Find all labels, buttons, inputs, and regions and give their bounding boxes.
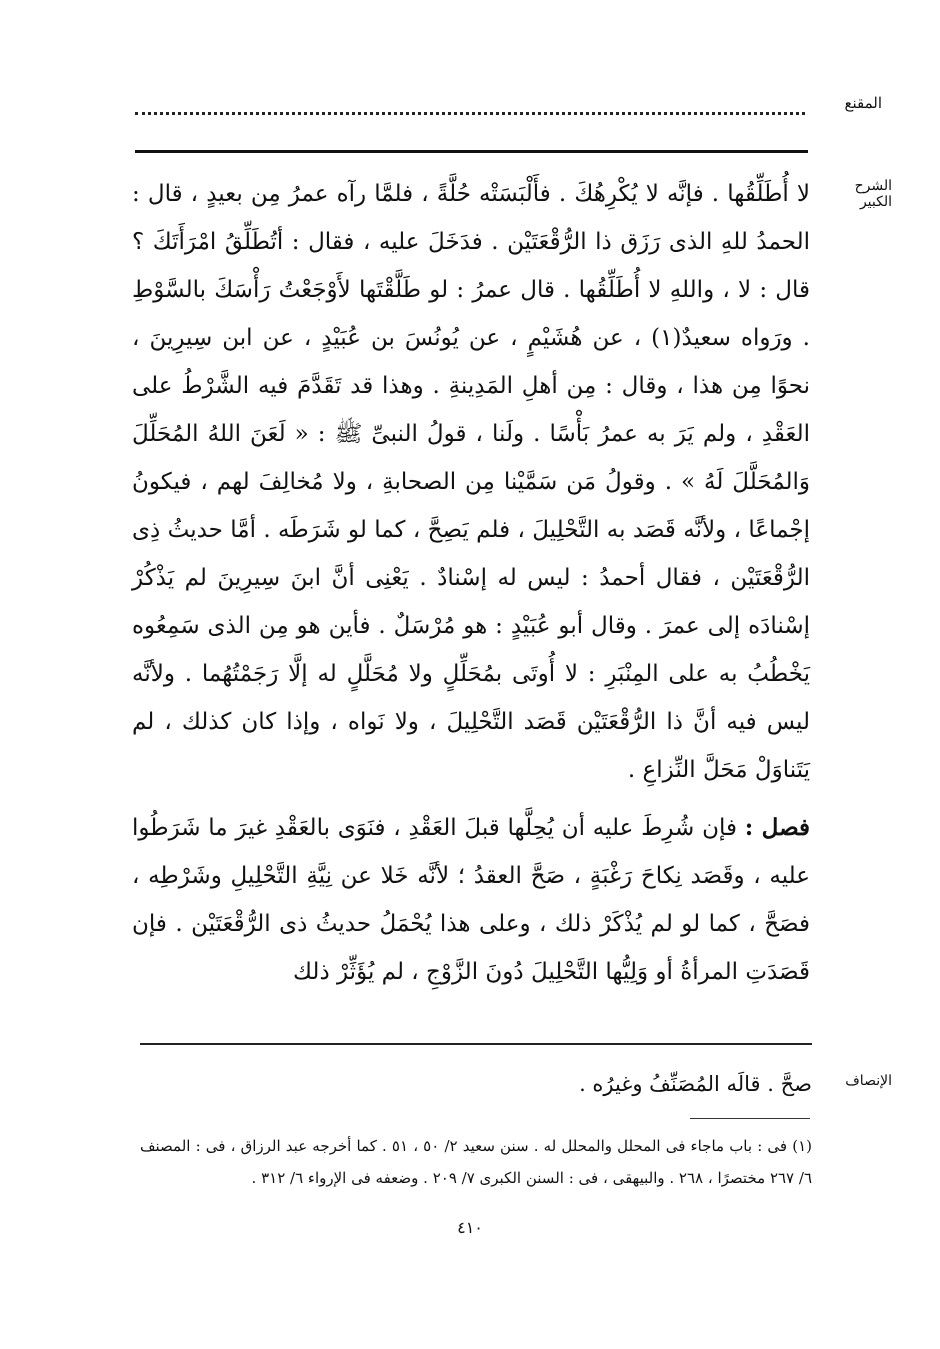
margin-label-sharh: الشرح الكبير (854, 178, 892, 210)
insaf-text: صحَّ . قالَه المُصَنِّفُ وغيرُه . (579, 1072, 812, 1096)
footnote-divider (690, 1118, 810, 1119)
footnote: (١) فى : باب ماجاء فى المحلل والمحلل له . سنن سعيد ٢/ ٥٠ ، ٥١ . كما أخرجه عبد الرزاق ، فى : المصنف ٦/ ٢٦٧ مختصرًا ، ٢٦٨ . والبيهقى ، فى : السنن الكبرى ٧/ ٢٠٩ . وضعفه فى الإرواء ٦/ ٣١٢ . (140, 1137, 812, 1187)
body-paragraph-1: لا أُطَلِّقُها . فإنَّه لا يُكْرِهُكَ . فأَلْبَسَتْه حُلَّةً ، فلمَّا رآه عمرُ مِن بعيدٍ ، قال : الحمدُ للهِ الذى رَزَق ذا الرُّقْعَتَيْن . فدَخَلَ عليه ، فقال : أتُطَلِّقُ امْرَأَتَكَ ؟ قال : لا ، واللهِ لا أُطَلِّقُها . قال عمرُ : لو طَلَّقْتَها لأَوْجَعْتُ رَأْسَكَ بالسَّوْطِ . ورَواه سعيدٌ(١) ، عن هُشَيْمٍ ، عن يُونُسَ بن عُبَيْدٍ ، عن ابن سِيرِينَ ، نحوًا مِن هذا ، وقال : مِن أهلِ المَدِينةِ . وهذا قد تَقَدَّمَ فيه الشَّرْطُ على العَقْدِ ، ولم يَرَ به عمرُ بَأْسًا . ولَنا ، قولُ النبىِّ ﷺ : « لَعَنَ اللهُ المُحَلِّلَ وَالمُحَلَّلَ لَهُ » . وقولُ مَن سَمَّيْنا مِن الصحابةِ ، ولا مُخالِفَ لهم ، فيكونُ إجْماعًا ، ولأنَّه قَصَد به التَّحْلِيلَ ، فلم يَصِحَّ ، كما لو شَرَطَه . أمَّا حديثُ ذِى الرُّقْعَتَيْن ، فقال أحمدُ : ليس له إسْنادٌ . يَعْنِى أنَّ ابنَ سِيرِينَ لم يَذْكُرْ إسْنادَه إلى عمرَ . وقال أبو عُبَيْدٍ : هو مُرْسَلٌ . فأين هو مِن الذى سَمِعُوه يَخْطُبُ به على المِنْبَرِ : لا أُوتَى بمُحَلِّلٍ ولا مُحَلَّلٍ له إلَّا رَجَمْتُهُما . ولأنَّه ليس فيه أنَّ ذا الرُّقْعَتَيْن قَصَد التَّحْلِيلَ ، ولا نَواه ، وإذا كان كذلك ، لم يَتَناوَلْ مَحَلَّ النِّزاعِ . (132, 181, 810, 783)
running-header-title: المقنع (844, 94, 882, 112)
fasl-heading: فصل : (744, 814, 811, 841)
body-paragraph-2 (132, 804, 810, 996)
header-dotted-line (135, 112, 805, 117)
fasl-text: فإن شُرِطَ عليه أن يُحِلَّها قبلَ العَقْدِ ، فنَوَى بالعَقْدِ غيرَ ما شَرَطُوا عليه ، وقَصَد نِكاحَ رَغْبَةٍ ، صَحَّ العقدُ ؛ لأنَّه خَلا عن نِيَّةِ التَّحْلِيلِ وشَرْطِه ، فصَحَّ ، كما لو لم يُذْكَرْ ذلك ، وعلى هذا يُحْمَلُ حديثُ ذى الرُّقْعَتَيْن . فإن قَصَدَتِ المرأةُ أو وَلِيُّها التَّحْلِيلَ دُونَ الزَّوْجِ ، لم يُؤَثِّرْ ذلك (132, 815, 810, 985)
header-rule (135, 150, 808, 153)
page-number: ٤١٠ (457, 1218, 483, 1237)
margin-label-insaf: الإنصاف (845, 1073, 892, 1089)
section-divider (140, 1043, 812, 1045)
main-body-text (132, 170, 810, 996)
